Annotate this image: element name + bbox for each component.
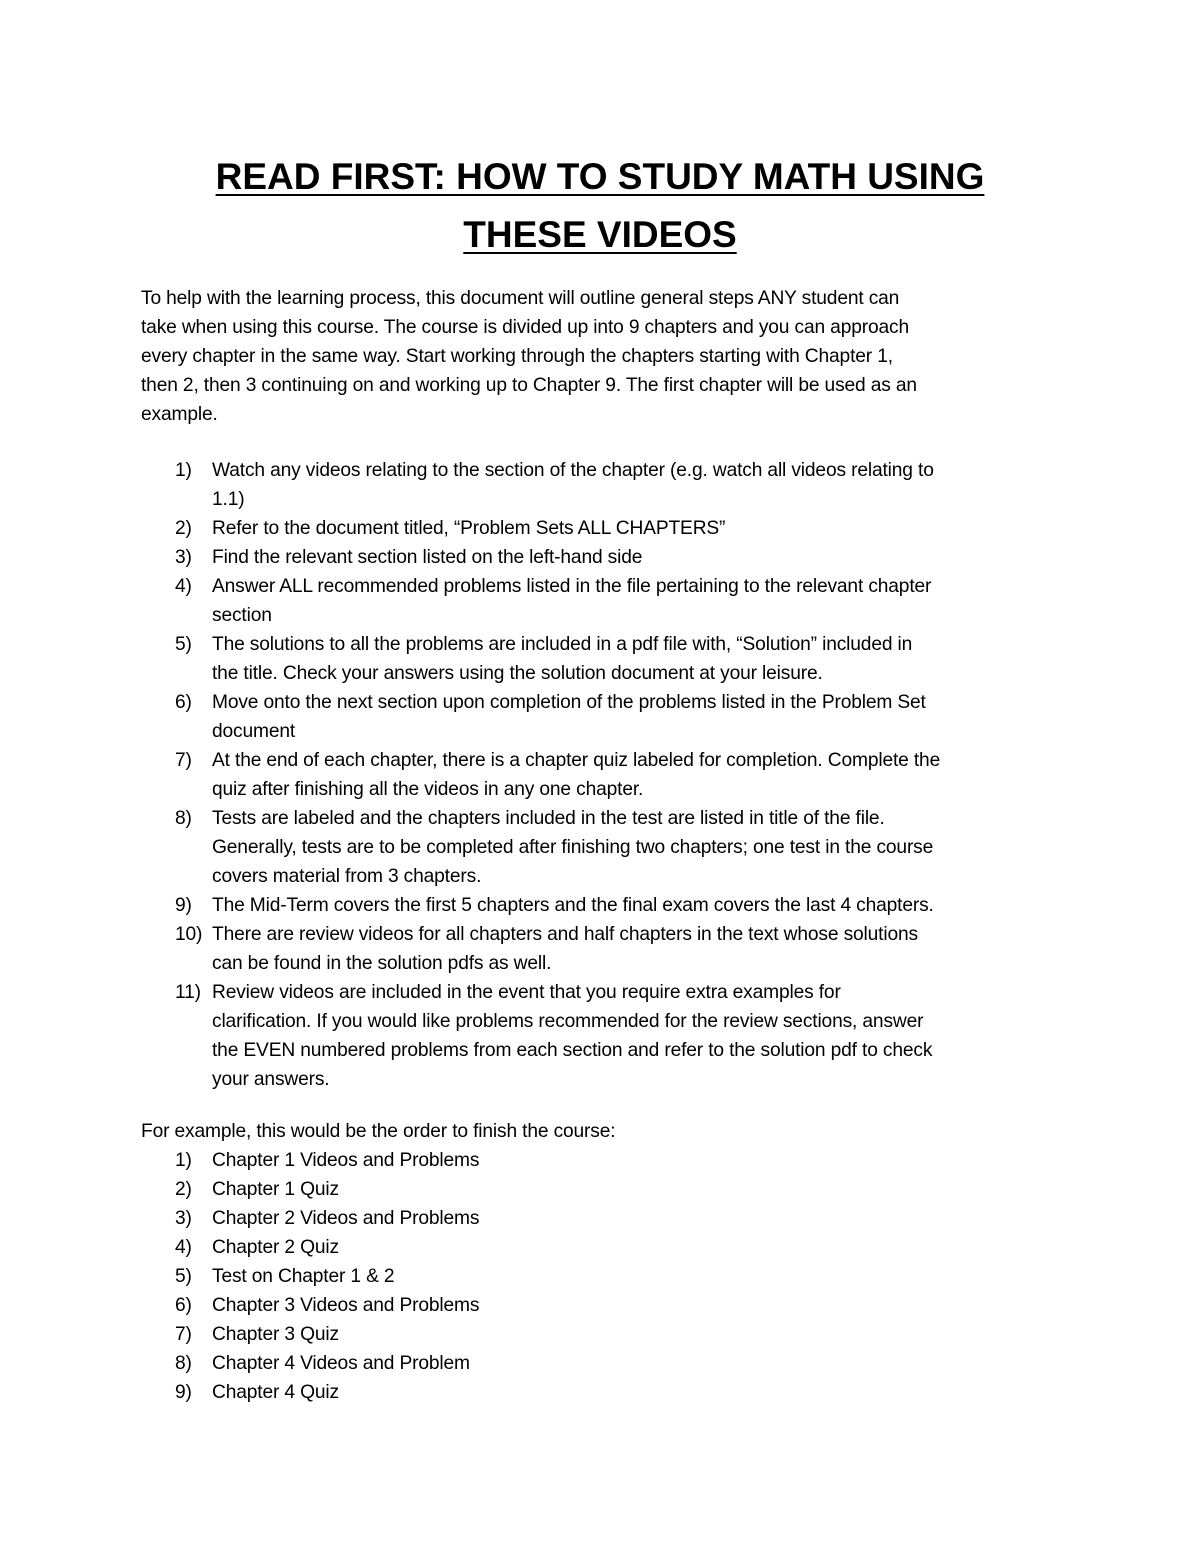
step-text [212,804,1062,891]
step-number: 2) [175,518,192,539]
intro-line: To help with the learning process, this document will outline general steps ANY student can [141,288,900,309]
step-line: document [212,721,296,742]
study-step [141,688,1062,746]
study-step [141,891,1062,920]
step-number: 5) [175,634,192,655]
step-text [212,572,1062,630]
step-line: Generally, tests are to be completed after finishing two chapters; one test in the course [212,837,934,858]
order-number: 3) [175,1208,192,1229]
order-text: Chapter 1 Quiz [212,1179,339,1200]
step-line: Review videos are included in the event that you require extra examples for [212,982,841,1003]
order-item [141,1349,1062,1378]
study-step [141,978,1062,1094]
step-text [212,978,1062,1094]
step-line: At the end of each chapter, there is a chapter quiz labeled for completion. Complete the [212,750,941,771]
step-number: 11) [175,982,201,1003]
title-line-1: READ FIRST: HOW TO STUDY MATH USING [215,156,985,197]
step-text [212,920,1062,978]
study-steps-list [141,456,1062,1094]
step-line: Move onto the next section upon completion of the problems listed in the Problem Set [212,692,926,713]
step-text [212,543,1062,572]
intro-line: example. [141,404,218,425]
order-text: Chapter 4 Videos and Problem [212,1353,470,1374]
order-item [141,1262,1062,1291]
step-line: Tests are labeled and the chapters included in the test are listed in title of the file. [212,808,885,829]
step-line: There are review videos for all chapters and half chapters in the text whose solutions [212,924,918,945]
order-number: 1) [175,1150,192,1171]
intro-line: then 2, then 3 continuing on and working up to Chapter 9. The first chapter will be used as an [141,375,917,396]
order-text: Chapter 2 Quiz [212,1237,339,1258]
step-line: can be found in the solution pdfs as well. [212,953,552,974]
order-item [141,1233,1062,1262]
order-number: 7) [175,1324,192,1345]
order-text: Chapter 3 Quiz [212,1324,339,1345]
step-line: the title. Check your answers using the solution document at your leisure. [212,663,823,684]
study-step [141,543,1062,572]
step-number: 9) [175,895,192,916]
order-number: 2) [175,1179,192,1200]
order-item [141,1320,1062,1349]
step-line: quiz after finishing all the videos in any one chapter. [212,779,644,800]
study-step [141,572,1062,630]
order-text: Chapter 2 Videos and Problems [212,1208,480,1229]
study-step [141,804,1062,891]
order-item [141,1146,1062,1175]
order-number: 9) [175,1382,192,1403]
study-step [141,514,1062,543]
step-text [212,514,1062,543]
step-number: 1) [175,460,192,481]
step-line: Watch any videos relating to the section of the chapter (e.g. watch all videos relating to [212,460,934,481]
order-text: Chapter 4 Quiz [212,1382,339,1403]
step-number: 6) [175,692,192,713]
order-item [141,1378,1062,1407]
step-line: clarification. If you would like problems recommended for the review sections, answer [212,1011,924,1032]
step-line: the EVEN numbered problems from each section and refer to the solution pdf to check [212,1040,933,1061]
order-number: 8) [175,1353,192,1374]
order-text: Chapter 1 Videos and Problems [212,1150,480,1171]
intro-line: every chapter in the same way. Start working through the chapters starting with Chapter 1, [141,346,893,367]
step-line: section [212,605,272,626]
step-text [212,630,1062,688]
order-number: 6) [175,1295,192,1316]
step-line: Find the relevant section listed on the left-hand side [212,547,643,568]
intro-line: take when using this course. The course is divided up into 9 chapters and you can approach [141,317,909,338]
step-text [212,746,1062,804]
order-number: 5) [175,1266,192,1287]
step-text [212,456,1062,514]
intro-paragraph [141,284,1061,429]
order-item [141,1291,1062,1320]
step-line: your answers. [212,1069,330,1090]
step-line: 1.1) [212,489,245,510]
study-step [141,456,1062,514]
step-number: 3) [175,547,192,568]
study-step [141,630,1062,688]
order-number: 4) [175,1237,192,1258]
title-line-2: THESE VIDEOS [463,214,737,255]
step-number: 4) [175,576,192,597]
step-line: covers material from 3 chapters. [212,866,482,887]
study-step [141,920,1062,978]
course-order-list [141,1146,1062,1407]
order-item [141,1175,1062,1204]
step-line: Refer to the document titled, “Problem Sets ALL CHAPTERS” [212,518,726,539]
step-line: The Mid-Term covers the first 5 chapters and the final exam covers the last 4 chapters. [212,895,934,916]
example-lead-text: For example, this would be the order to finish the course: [141,1121,616,1142]
step-text [212,891,1062,920]
step-number: 8) [175,808,192,829]
order-text: Test on Chapter 1 & 2 [212,1266,395,1287]
order-item [141,1204,1062,1233]
study-step [141,746,1062,804]
order-text: Chapter 3 Videos and Problems [212,1295,480,1316]
step-text [212,688,1062,746]
document-title [140,148,1060,264]
step-line: Answer ALL recommended problems listed in the file pertaining to the relevant chapter [212,576,932,597]
step-number: 7) [175,750,192,771]
step-line: The solutions to all the problems are included in a pdf file with, “Solution” included in [212,634,913,655]
step-number: 10) [175,924,203,945]
